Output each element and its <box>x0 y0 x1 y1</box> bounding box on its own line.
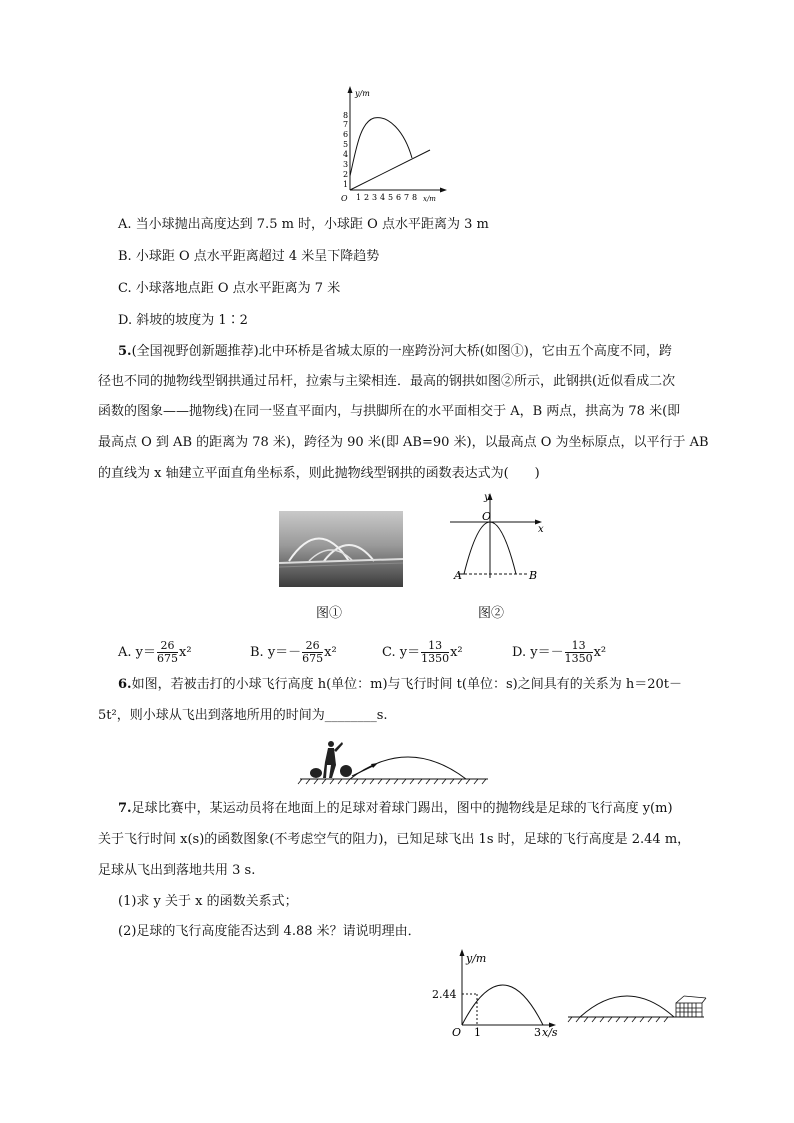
q6-line2: 5t²，则小球从飞出到落地所用的时间为________s. <box>98 708 388 723</box>
q7-line3: 足球从飞出到落地共用 3 s. <box>98 863 256 878</box>
q5-a-num: 26 <box>157 640 178 653</box>
arch-a-label: A <box>454 569 462 582</box>
q5-text1: 北中环桥是省城太原的一座跨汾河大桥(如图①)，它由五个高度不同，跨 <box>258 344 672 359</box>
q4-ytick: 6 <box>343 130 349 139</box>
q4-ytick: 4 <box>343 150 349 159</box>
q4-origin: O <box>341 194 348 203</box>
q5-a-suffix: x² <box>179 645 192 660</box>
q5-c-den: 1350 <box>421 652 450 665</box>
q4-y-label: y/m <box>355 89 370 98</box>
q7-line2: 关于飞行时间 x(s)的函数图象(不考虑空气的阻力)，已知足球飞出 1s 时，足球的飞行高度是 2.44 m， <box>98 832 691 847</box>
fb-origin: O <box>452 1026 462 1039</box>
q5-d-suffix: x² <box>593 645 607 660</box>
q5-d-den: 1350 <box>564 652 593 665</box>
q7-sub2: (2)足球的飞行高度能否达到 4.88 米？请说明理由． <box>118 924 421 939</box>
q4-option-b: B. 小球距 O 点水平距离超过 4 米呈下降趋势 <box>118 249 380 264</box>
q5-b-num: 26 <box>302 640 323 653</box>
q4-xtick: 5 <box>388 193 394 202</box>
fb-x1: 1 <box>474 1026 481 1039</box>
q4-option-d: D. 斜坡的坡度为 1∶2 <box>118 313 248 328</box>
q5-line5: 的直线为 x 轴建立平面直角坐标系，则此抛物线型钢拱的函数表达式为( ) <box>98 466 540 481</box>
q5-b-suffix: x² <box>324 645 337 660</box>
q4-xtick: 2 <box>364 193 370 202</box>
q5-c-num: 13 <box>421 640 449 653</box>
q4-option-a: A. 当小球抛出高度达到 7.5 m 时，小球距 O 点水平距离为 3 m <box>118 217 489 232</box>
q4-xtick: 4 <box>380 193 386 202</box>
fb-x3: 3 <box>534 1026 541 1039</box>
q4-xtick: 6 <box>396 193 402 202</box>
q6-number: 6. <box>118 677 132 692</box>
q4-option-c: C. 小球落地点距 O 点水平距离为 7 米 <box>118 281 341 296</box>
q5-d-num: 13 <box>565 640 593 653</box>
fb-x-label: x/s <box>542 1026 558 1039</box>
q5-line3: 函数的图象——抛物线)在同一竖直平面内，与拱脚所在的水平面相交于 A，B 两点，拱高为 78 米(即 <box>98 404 681 419</box>
fb-trajectory <box>580 996 674 1017</box>
fig1-caption: 图① <box>316 606 343 621</box>
q4-xtick: 3 <box>372 193 378 202</box>
q7-number: 7. <box>118 801 132 816</box>
fb-y-value: 2.44 <box>432 988 457 1001</box>
q5-source: (全国视野创新题推荐) <box>131 344 259 359</box>
q5-line4: 最高点 O 到 AB 的距离为 78 米)，跨径为 90 米(即 AB=90 米)，以最高点 O 为坐标原点，以平行于 AB <box>98 435 709 450</box>
q4-ytick: 8 <box>343 111 349 120</box>
q4-xtick: 7 <box>404 193 410 202</box>
q4-ytick: 3 <box>343 160 349 169</box>
q4-ytick: 1 <box>343 180 349 189</box>
arch-y-label: y <box>484 492 490 503</box>
q7-text1: 足球比赛中，某运动员将在地面上的足球对着球门踢出，图中的抛物线是足球的飞行高度 y(m) <box>131 801 673 816</box>
q4-ytick: 2 <box>343 170 349 179</box>
goal-net <box>676 996 706 1017</box>
q5-b-prefix: B. y＝－ <box>250 645 302 660</box>
arch-x-label: x <box>538 524 544 535</box>
q5-a-prefix: A. y＝ <box>118 645 156 660</box>
fig2-caption: 图② <box>478 606 505 621</box>
q4-xtick: 8 <box>412 193 418 202</box>
q5-b-den: 675 <box>302 652 324 665</box>
q5-line2: 径也不同的抛物线型钢拱通过吊杆，拉索与主梁相连．最高的钢拱如图②所示，此钢拱(近似看成二次 <box>98 374 676 389</box>
q7-sub1: (1)求 y 关于 x 的函数关系式； <box>118 894 298 909</box>
q5-d-prefix: D. y＝－ <box>512 645 564 660</box>
q4-x-label: x/m <box>423 195 436 203</box>
fb-y-label: y/m <box>466 952 487 965</box>
q5-c-suffix: x² <box>450 645 463 660</box>
arch-b-label: B <box>529 569 538 582</box>
q6-text1: 如图，若被击打的小球飞行高度 h(单位：m)与飞行时间 t(单位：s)之间具有的关系为 h＝20t－ <box>131 677 682 692</box>
q4-ytick: 7 <box>343 120 349 129</box>
q5-c-prefix: C. y＝ <box>382 645 421 660</box>
q5-a-den: 675 <box>157 652 178 665</box>
q4-xtick: 1 <box>356 193 362 202</box>
q4-ytick: 5 <box>343 140 349 149</box>
arch-o-label: O <box>482 510 492 523</box>
q5-number: 5. <box>118 344 132 359</box>
